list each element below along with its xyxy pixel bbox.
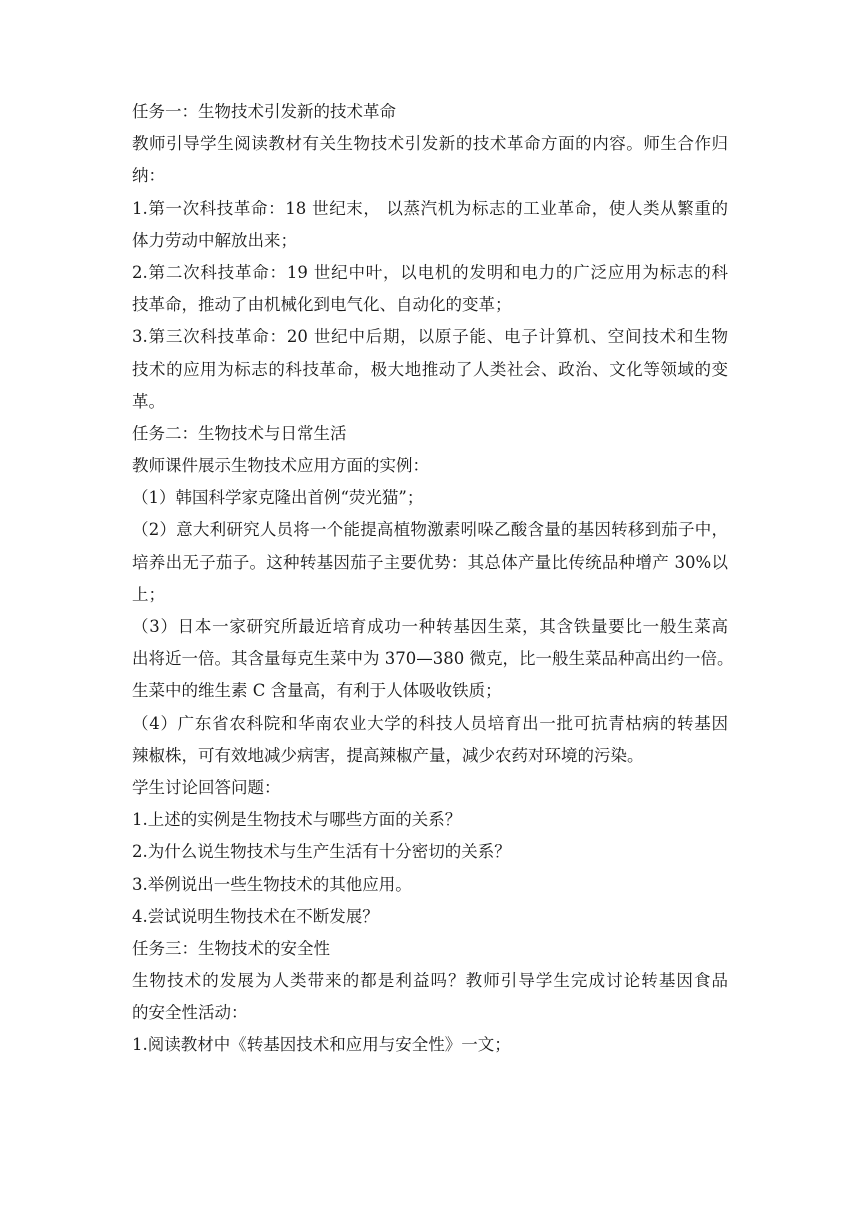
text-line: 任务一：生物技术引发新的技术革命: [132, 102, 396, 121]
text-line: 3.第三次科技革命：20 世纪中后期，以原子能、电子计算机、空间技术和生物: [132, 327, 728, 347]
text-line: 上；: [132, 584, 165, 604]
text-line: 生物技术的发展为人类带来的都是利益吗？教师引导学生完成讨论转基因食品: [132, 971, 728, 991]
text-line: 2.为什么说生物技术与生产生活有十分密切的关系？: [132, 842, 511, 862]
text-line: （2）意大利研究人员将一个能提高植物激素吲哚乙酸含量的基因转移到茄子中，: [132, 520, 728, 540]
text-line: 1.阅读教材中《转基因技术和应用与安全性》一文；: [132, 1035, 511, 1055]
text-line: 4.尝试说明生物技术在不断发展？: [132, 906, 379, 926]
text-line: 任务二：生物技术与日常生活: [132, 423, 347, 443]
text-line: 的安全性活动：: [132, 1003, 248, 1023]
text-line: 体力劳动中解放出来；: [132, 230, 297, 250]
text-line: 1.上述的实例是生物技术与哪些方面的关系？: [132, 810, 462, 830]
text-line: （1）韩国科学家克隆出首例“荧光猫”；: [132, 488, 424, 508]
text-line: 辣椒株，可有效地减少病害，提高辣椒产量，减少农药对环境的污染。: [132, 745, 644, 765]
text-line: 1.第一次科技革命：18 世纪末， 以蒸汽机为标志的工业革命，使人类从繁重的: [132, 198, 728, 218]
text-line: （3）日本一家研究所最近培育成功一种转基因生菜，其含铁量要比一般生菜高: [132, 617, 728, 636]
text-line: 教师课件展示生物技术应用方面的实例：: [132, 456, 429, 476]
text-line: 3.举例说出一些生物技术的其他应用。: [132, 874, 412, 894]
text-line: 技术的应用为标志的科技革命，极大地推动了人类社会、政治、文化等领域的变: [132, 359, 728, 379]
text-line: 2.第二次科技革命：19 世纪中叶，以电机的发明和电力的广泛应用为标志的科: [132, 262, 728, 282]
text-line: 出将近一倍。其含量每克生菜中为 370—380 微克，比一般生菜品种高出约一倍。: [132, 649, 734, 669]
text-line: 纳：: [132, 166, 165, 186]
document-page: [132, 96, 732, 1062]
text-line: 技革命，推动了由机械化到电气化、自动化的变革；: [132, 295, 512, 315]
text-line: （4）广东省农科院和华南农业大学的科技人员培育出一批可抗青枯病的转基因: [132, 713, 728, 733]
text-line: 任务三：生物技术的安全性: [132, 938, 330, 958]
text-line: 培养出无子茄子。这种转基因茄子主要优势：其总体产量比传统品种增产 30%以: [132, 552, 728, 572]
text-line: 革。: [132, 391, 165, 411]
text-line: 教师引导学生阅读教材有关生物技术引发新的技术革命方面的内容。师生合作归: [132, 134, 728, 154]
text-line: 生菜中的维生素 C 含量高，有利于人体吸收铁质；: [132, 681, 502, 701]
text-line: 学生讨论回答问题：: [132, 777, 281, 797]
